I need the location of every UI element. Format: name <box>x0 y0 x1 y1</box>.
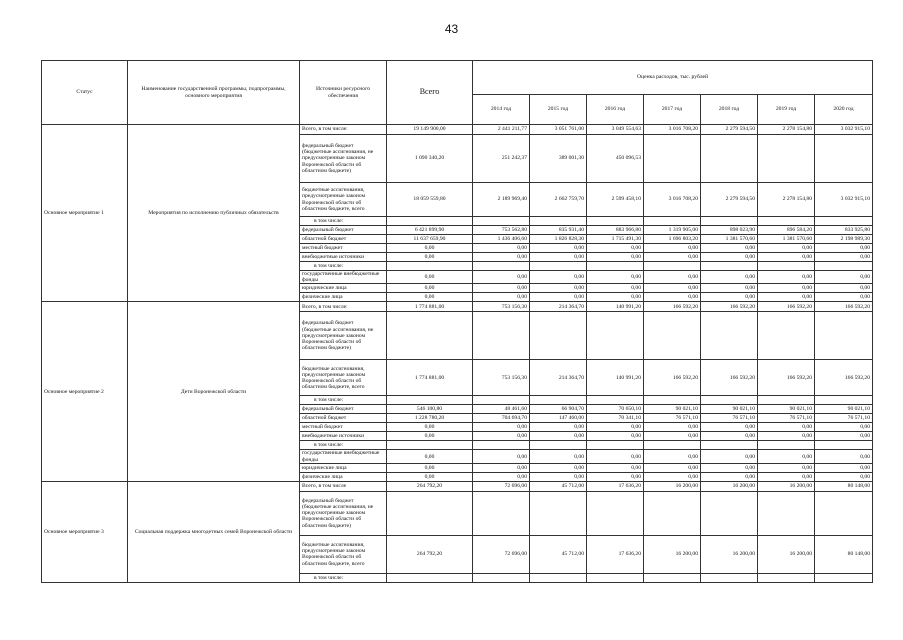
year-value-cell: 0,00 <box>587 244 644 253</box>
year-value-cell: 0,00 <box>701 244 758 253</box>
year-value-cell <box>587 441 644 450</box>
total-cell: 546 100,80 <box>387 405 473 414</box>
year-value-cell: 0,00 <box>701 450 758 463</box>
year-value-cell: 76 571,10 <box>758 414 815 423</box>
program-name-cell: Социальная поддержка многодетных семей Воронежской области <box>128 481 300 582</box>
year-value-cell <box>701 312 758 360</box>
year-value-cell: 0,00 <box>473 423 530 432</box>
year-value-cell: 45 712,00 <box>530 535 587 573</box>
table-row <box>42 302 873 312</box>
year-value-cell <box>815 573 873 582</box>
year-value-cell: 147 460,00 <box>530 414 587 423</box>
year-value-cell: 0,00 <box>587 284 644 293</box>
year-value-cell: 166 592,20 <box>815 360 873 396</box>
year-value-cell: 0,00 <box>644 432 701 441</box>
year-value-cell: 753 156,30 <box>473 360 530 396</box>
year-value-cell: 0,00 <box>530 472 587 481</box>
year-value-cell: 0,00 <box>587 253 644 262</box>
year-value-cell: 0,00 <box>644 450 701 463</box>
total-cell: 1 774 881,00 <box>387 302 473 312</box>
year-value-cell: 166 592,20 <box>644 302 701 312</box>
year-value-cell: 0,00 <box>701 423 758 432</box>
year-value-cell <box>701 396 758 405</box>
header-status: Статус <box>42 61 128 125</box>
status-cell: Основное мероприятие 1 <box>42 125 128 302</box>
year-value-cell: 0,00 <box>530 450 587 463</box>
total-cell: 1 090 340,20 <box>387 135 473 183</box>
year-value-cell: 0,00 <box>758 463 815 472</box>
year-value-cell: 0,00 <box>530 271 587 284</box>
total-cell: 264 792,20 <box>387 481 473 491</box>
year-value-cell <box>587 573 644 582</box>
year-value-cell: 16 200,00 <box>701 481 758 491</box>
year-value-cell: 2 279 594,50 <box>701 125 758 135</box>
year-value-cell: 166 592,20 <box>701 302 758 312</box>
year-value-cell <box>758 573 815 582</box>
year-value-cell: 0,00 <box>473 463 530 472</box>
year-value-cell: 0,00 <box>815 432 873 441</box>
program-name-cell: Дети Воронежской области <box>128 302 300 481</box>
year-value-cell <box>815 441 873 450</box>
year-value-cell: 90 021,10 <box>701 405 758 414</box>
source-cell: бюджетные ассигнования, предусмотренные законом Воронежской области об областном бюджете, всего <box>300 183 387 217</box>
year-value-cell: 0,00 <box>644 253 701 262</box>
year-value-cell: 1 826 828,30 <box>530 235 587 244</box>
year-value-cell: 0,00 <box>701 293 758 302</box>
total-cell: 0,00 <box>387 271 473 284</box>
source-cell: в том числе: <box>300 217 387 226</box>
year-value-cell <box>815 262 873 271</box>
header-year: 2018 год <box>701 95 758 125</box>
program-name-cell: Мероприятия по исполнению публичных обязательств <box>128 125 300 302</box>
year-value-cell: 0,00 <box>587 293 644 302</box>
year-value-cell <box>473 396 530 405</box>
year-value-cell: 70 341,10 <box>587 414 644 423</box>
year-value-cell <box>758 217 815 226</box>
total-cell: 264 792,20 <box>387 535 473 573</box>
year-value-cell: 0,00 <box>587 463 644 472</box>
source-cell: бюджетные ассигнования, предусмотренные законом Воронежской области об областном бюджете, всего <box>300 535 387 573</box>
year-value-cell: 0,00 <box>701 253 758 262</box>
year-value-cell: 0,00 <box>815 271 873 284</box>
year-value-cell <box>758 441 815 450</box>
total-cell: 0,00 <box>387 450 473 463</box>
source-cell: областной бюджет <box>300 414 387 423</box>
year-value-cell: 883 966,80 <box>587 226 644 235</box>
year-value-cell: 0,00 <box>815 450 873 463</box>
year-value-cell <box>587 262 644 271</box>
year-value-cell <box>530 441 587 450</box>
source-cell: в том числе: <box>300 573 387 582</box>
year-value-cell: 0,00 <box>587 472 644 481</box>
year-value-cell <box>587 396 644 405</box>
year-value-cell: 450 096,53 <box>587 135 644 183</box>
source-cell: Всего, в том числе: <box>300 125 387 135</box>
year-value-cell: 166 592,20 <box>758 302 815 312</box>
source-cell: федеральный бюджет (бюджетные ассигнования, не предусмотренные законом Воронежской области об областном бюджете) <box>300 135 387 183</box>
header-estimate: Оценка расходов, тыс. рублей <box>473 61 873 95</box>
total-cell <box>387 262 473 271</box>
year-value-cell: 2 278 154,80 <box>758 183 815 217</box>
year-value-cell <box>815 491 873 535</box>
year-value-cell: 0,00 <box>701 472 758 481</box>
source-cell: местный бюджет <box>300 244 387 253</box>
year-value-cell: 72 696,00 <box>473 481 530 491</box>
source-cell: физические лица <box>300 472 387 481</box>
year-value-cell: 76 571,10 <box>701 414 758 423</box>
year-value-cell: 70 650,10 <box>587 405 644 414</box>
year-value-cell: 0,00 <box>644 423 701 432</box>
total-cell: 0,00 <box>387 293 473 302</box>
year-value-cell <box>644 312 701 360</box>
page-number: 43 <box>444 22 459 36</box>
source-cell: внебюджетные источники <box>300 253 387 262</box>
year-value-cell: 166 592,20 <box>815 302 873 312</box>
year-value-cell: 0,00 <box>758 244 815 253</box>
year-value-cell <box>701 441 758 450</box>
year-value-cell: 0,00 <box>644 293 701 302</box>
year-value-cell: 72 696,00 <box>473 535 530 573</box>
year-value-cell: 0,00 <box>473 284 530 293</box>
year-value-cell <box>473 312 530 360</box>
year-value-cell <box>473 573 530 582</box>
year-value-cell: 90 021,10 <box>758 405 815 414</box>
total-cell: 0,00 <box>387 284 473 293</box>
year-value-cell: 17 636,20 <box>587 535 644 573</box>
year-value-cell: 0,00 <box>530 244 587 253</box>
year-value-cell: 0,00 <box>815 472 873 481</box>
source-cell: в том числе: <box>300 262 387 271</box>
source-cell: юридические лица <box>300 463 387 472</box>
year-value-cell: 0,00 <box>758 293 815 302</box>
year-value-cell: 0,00 <box>473 244 530 253</box>
total-cell: 0,00 <box>387 472 473 481</box>
year-value-cell: 0,00 <box>815 244 873 253</box>
year-value-cell: 251 242,37 <box>473 135 530 183</box>
year-value-cell: 896 584,20 <box>758 226 815 235</box>
year-value-cell: 0,00 <box>758 271 815 284</box>
total-cell <box>387 491 473 535</box>
header-year: 2014 год <box>473 95 530 125</box>
source-cell: федеральный бюджет <box>300 226 387 235</box>
year-value-cell: 140 991,20 <box>587 360 644 396</box>
year-value-cell <box>758 312 815 360</box>
source-cell: федеральный бюджет <box>300 405 387 414</box>
year-value-cell: 0,00 <box>815 293 873 302</box>
source-cell: Всего, в том числе: <box>300 302 387 312</box>
year-value-cell: 3 051 761,00 <box>530 125 587 135</box>
year-value-cell: 0,00 <box>815 423 873 432</box>
year-value-cell: 389 001,30 <box>530 135 587 183</box>
year-value-cell: 753 562,80 <box>473 226 530 235</box>
year-value-cell: 2 441 211,77 <box>473 125 530 135</box>
source-cell: бюджетные ассигнования, предусмотренные законом Воронежской области об областном бюджете, всего <box>300 360 387 396</box>
year-value-cell <box>587 312 644 360</box>
source-cell: юридические лица <box>300 284 387 293</box>
year-value-cell: 898 023,90 <box>701 226 758 235</box>
total-cell <box>387 573 473 582</box>
year-value-cell: 0,00 <box>758 423 815 432</box>
year-value-cell: 0,00 <box>701 284 758 293</box>
year-value-cell <box>815 135 873 183</box>
year-value-cell: 0,00 <box>815 284 873 293</box>
year-value-cell <box>473 217 530 226</box>
total-cell: 0,00 <box>387 432 473 441</box>
status-cell: Основное мероприятие 3 <box>42 481 128 582</box>
year-value-cell: 214 364,70 <box>530 302 587 312</box>
year-value-cell: 90 021,10 <box>815 405 873 414</box>
year-value-cell <box>530 491 587 535</box>
source-cell: областной бюджет <box>300 235 387 244</box>
status-cell: Основное мероприятие 2 <box>42 302 128 481</box>
total-cell: 6 421 899,90 <box>387 226 473 235</box>
year-value-cell: 76 571,10 <box>815 414 873 423</box>
year-value-cell: 1 381 570,60 <box>701 235 758 244</box>
table-row <box>42 481 873 491</box>
year-value-cell: 0,00 <box>758 432 815 441</box>
year-value-cell: 17 636,20 <box>587 481 644 491</box>
year-value-cell: 90 021,10 <box>644 405 701 414</box>
year-value-cell: 1 436 406,60 <box>473 235 530 244</box>
year-value-cell: 214 364,70 <box>530 360 587 396</box>
year-value-cell <box>758 135 815 183</box>
table-row <box>42 125 873 135</box>
source-cell: местный бюджет <box>300 423 387 432</box>
source-cell: в том числе: <box>300 441 387 450</box>
year-value-cell <box>644 217 701 226</box>
total-cell <box>387 396 473 405</box>
budget-table <box>41 60 873 583</box>
header-year: 2019 год <box>758 95 815 125</box>
year-value-cell: 3 016 708,20 <box>644 183 701 217</box>
year-value-cell: 0,00 <box>587 432 644 441</box>
year-value-cell <box>530 262 587 271</box>
year-value-cell <box>815 217 873 226</box>
year-value-cell: 80 148,00 <box>815 535 873 573</box>
year-value-cell <box>701 573 758 582</box>
year-value-cell: 80 148,00 <box>815 481 873 491</box>
year-value-cell: 140 991,20 <box>587 302 644 312</box>
year-value-cell <box>758 396 815 405</box>
year-value-cell: 166 592,20 <box>644 360 701 396</box>
year-value-cell <box>644 441 701 450</box>
year-value-cell <box>815 396 873 405</box>
year-value-cell <box>644 573 701 582</box>
year-value-cell: 45 712,00 <box>530 481 587 491</box>
source-cell: Всего, в том числе <box>300 481 387 491</box>
header-program-name: Наименование государственной программы, подпрограммы, основного мероприятия <box>128 61 300 125</box>
year-value-cell: 0,00 <box>758 472 815 481</box>
year-value-cell: 16 200,00 <box>644 481 701 491</box>
year-value-cell: 0,00 <box>644 284 701 293</box>
year-value-cell <box>530 396 587 405</box>
header-total: Всего <box>387 61 473 125</box>
source-cell: федеральный бюджет (бюджетные ассигнования, не предусмотренные законом Воронежской области об областном бюджете) <box>300 491 387 535</box>
header-year: 2017 год <box>644 95 701 125</box>
total-cell: 0,00 <box>387 423 473 432</box>
year-value-cell: 0,00 <box>758 253 815 262</box>
year-value-cell: 0,00 <box>758 450 815 463</box>
year-value-cell: 48 461,60 <box>473 405 530 414</box>
year-value-cell: 0,00 <box>530 463 587 472</box>
source-cell: в том числе: <box>300 396 387 405</box>
header-year: 2015 год <box>530 95 587 125</box>
year-value-cell: 0,00 <box>701 463 758 472</box>
year-value-cell: 0,00 <box>473 271 530 284</box>
year-value-cell <box>587 217 644 226</box>
year-value-cell: 0,00 <box>644 244 701 253</box>
total-cell: 0,00 <box>387 463 473 472</box>
year-value-cell <box>758 491 815 535</box>
year-value-cell <box>701 262 758 271</box>
total-cell: 0,00 <box>387 244 473 253</box>
year-value-cell <box>701 491 758 535</box>
source-cell: государственные внебюджетные фонды <box>300 271 387 284</box>
year-value-cell: 3 032 915,10 <box>815 183 873 217</box>
year-value-cell <box>701 217 758 226</box>
year-value-cell: 0,00 <box>473 450 530 463</box>
year-value-cell: 0,00 <box>644 271 701 284</box>
year-value-cell: 2 278 154,80 <box>758 125 815 135</box>
total-cell <box>387 441 473 450</box>
year-value-cell: 2 189 969,40 <box>473 183 530 217</box>
year-value-cell: 753 156,30 <box>473 302 530 312</box>
source-cell: внебюджетные источники <box>300 432 387 441</box>
year-value-cell: 0,00 <box>644 472 701 481</box>
year-value-cell: 0,00 <box>587 271 644 284</box>
year-value-cell <box>701 135 758 183</box>
year-value-cell <box>644 491 701 535</box>
year-value-cell <box>815 312 873 360</box>
year-value-cell: 0,00 <box>587 450 644 463</box>
year-value-cell: 1 696 803,20 <box>644 235 701 244</box>
year-value-cell <box>530 573 587 582</box>
year-value-cell: 0,00 <box>815 463 873 472</box>
year-value-cell: 1 319 905,00 <box>644 226 701 235</box>
year-value-cell: 1 381 570,60 <box>758 235 815 244</box>
year-value-cell: 3 016 708,20 <box>644 125 701 135</box>
year-value-cell: 2 662 759,70 <box>530 183 587 217</box>
year-value-cell: 0,00 <box>587 423 644 432</box>
year-value-cell: 0,00 <box>473 432 530 441</box>
year-value-cell <box>473 262 530 271</box>
total-cell: 1 228 780,20 <box>387 414 473 423</box>
year-value-cell: 16 200,00 <box>758 481 815 491</box>
year-value-cell: 1 715 491,30 <box>587 235 644 244</box>
year-value-cell: 16 200,00 <box>758 535 815 573</box>
year-value-cell: 833 925,80 <box>815 226 873 235</box>
year-value-cell <box>473 441 530 450</box>
year-value-cell: 0,00 <box>815 253 873 262</box>
header-sources: Источники ресурсного обеспечения <box>300 61 387 125</box>
year-value-cell: 3 032 915,10 <box>815 125 873 135</box>
year-value-cell: 3 049 554,63 <box>587 125 644 135</box>
year-value-cell <box>644 262 701 271</box>
total-cell: 19 149 900,00 <box>387 125 473 135</box>
year-value-cell: 16 200,00 <box>701 535 758 573</box>
source-cell: государственные внебюджетные фонды <box>300 450 387 463</box>
total-cell <box>387 217 473 226</box>
year-value-cell: 16 200,00 <box>644 535 701 573</box>
year-value-cell: 704 694,70 <box>473 414 530 423</box>
year-value-cell: 2 599 458,10 <box>587 183 644 217</box>
year-value-cell: 0,00 <box>701 271 758 284</box>
year-value-cell <box>758 262 815 271</box>
year-value-cell <box>587 491 644 535</box>
year-value-cell: 0,00 <box>758 284 815 293</box>
year-value-cell: 0,00 <box>473 293 530 302</box>
year-value-cell: 0,00 <box>473 253 530 262</box>
year-value-cell <box>473 491 530 535</box>
year-value-cell: 0,00 <box>530 293 587 302</box>
total-cell <box>387 312 473 360</box>
year-value-cell <box>644 135 701 183</box>
year-value-cell: 0,00 <box>644 463 701 472</box>
year-value-cell: 166 592,20 <box>758 360 815 396</box>
total-cell: 1 774 881,00 <box>387 360 473 396</box>
year-value-cell <box>530 312 587 360</box>
year-value-cell: 0,00 <box>701 432 758 441</box>
year-value-cell: 0,00 <box>530 432 587 441</box>
year-value-cell: 0,00 <box>530 253 587 262</box>
total-cell: 11 637 659,90 <box>387 235 473 244</box>
total-cell: 18 059 559,80 <box>387 183 473 217</box>
header-year: 2020 год <box>815 95 873 125</box>
header-year: 2016 год <box>587 95 644 125</box>
year-value-cell: 2 198 989,30 <box>815 235 873 244</box>
year-value-cell: 0,00 <box>473 472 530 481</box>
year-value-cell <box>530 217 587 226</box>
year-value-cell: 66 904,70 <box>530 405 587 414</box>
year-value-cell: 166 592,20 <box>701 360 758 396</box>
year-value-cell: 0,00 <box>530 423 587 432</box>
year-value-cell: 2 279 594,50 <box>701 183 758 217</box>
source-cell: федеральный бюджет (бюджетные ассигнования, не предусмотренные законом Воронежской области об областном бюджете) <box>300 312 387 360</box>
total-cell: 0,00 <box>387 253 473 262</box>
source-cell: физические лица <box>300 293 387 302</box>
year-value-cell <box>644 396 701 405</box>
year-value-cell: 76 571,10 <box>644 414 701 423</box>
year-value-cell: 835 931,40 <box>530 226 587 235</box>
year-value-cell: 0,00 <box>530 284 587 293</box>
